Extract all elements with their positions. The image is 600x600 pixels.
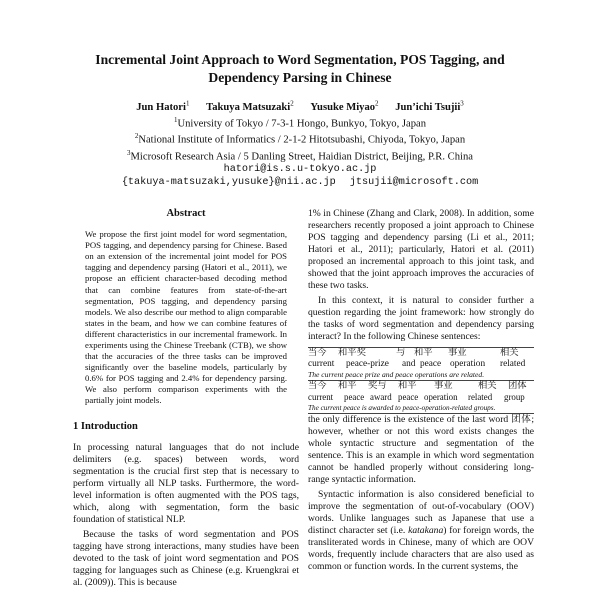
email-line-2: {takuya-matsuzaki,yusuke}@nii.ac.jp jtsujii@microsoft.com — [121, 177, 479, 189]
intro-paragraph-2: Because the tasks of word segmentation and POS tagging have strong interactions, many studies have been devoted to the task of joint word segmentation and POS tagging for languages such as Chinese (e.g. Kruengkrai et al. (2009)). This is because — [73, 528, 299, 589]
author-4: Jun’ichi Tsujii$^3$ — [395, 99, 464, 113]
affiliation-3: $^3$Microsoft Research Asia / 5 Danling Street, Haidian District, Beijing, P.R. China — [127, 148, 473, 163]
right-column — [308, 208, 534, 576]
left-column — [73, 208, 299, 592]
example-1-chars: 当今 和平奖 与 和平 事业 相关 — [308, 347, 519, 358]
author-2: Takuya Matsuzaki$^2$ — [206, 99, 294, 113]
example-1-caption: The current peace prize and peace operations are related. — [308, 369, 485, 379]
right-paragraph-3: the only difference is the existence of the last word 团体; however, whether or not this word exists changes the whole syntactic structure and segmentation of the sentence. This is an example in which word segmentation cannot be handled properly without considering long-range syntactic information. — [308, 413, 534, 485]
example-2-chars: 当今 和平 奖与 和平 事业 相关 团体 — [308, 380, 527, 391]
section-heading-introduction: 1 Introduction — [73, 420, 138, 432]
title-line-1: Incremental Joint Approach to Word Segmentation, POS Tagging, and — [95, 52, 505, 67]
author-names — [40, 97, 560, 114]
example-2-caption: The current peace is awarded to peace-operation-related groups. — [308, 403, 496, 412]
example-sentences — [308, 347, 534, 414]
title-line-2: Dependency Parsing in Chinese — [208, 70, 392, 85]
paper-title — [60, 51, 540, 87]
example-2-gloss: current peace award peace operation related group — [308, 391, 525, 402]
example-1-gloss: current peace-prize and peace operation related — [308, 358, 526, 369]
affiliation-2: $^2$National Institute of Informatics / 2-1-2 Hitotsubashi, Chiyoda, Tokyo, Japan — [134, 132, 466, 146]
email-line-1: hatori@is.s.u-tokyo.ac.jp — [223, 164, 377, 176]
affiliation-1: $^1$University of Tokyo / 7-3-1 Hongo, Bunkyo, Tokyo, Japan — [173, 115, 427, 130]
author-1: Jun Hatori$^1$ — [136, 99, 190, 113]
intro-paragraph-1: In processing natural languages that do not include delimiters (e.g. spaces) between words, word segmentation is the crucial first step that is necessary to perform virtually all NLP tasks. Furthermore, the word-level information is often augmented with the POS tags, which, along with segmentation, form the basic foundation of statistical NLP. — [73, 441, 299, 525]
right-paragraph-4: Syntactic information is also considered beneficial to improve the segmentation of out-of-vocabulary (OOV) words. Unlike languages such as Japanese that use a distinct character set (i.e. katakana) for foreign words, the transliterated words in Chinese, many of which are OOV words, frequently include characters that are also used as common or function words. In the current systems, the — [308, 488, 535, 573]
author-block — [40, 97, 560, 189]
right-paragraph-1: 1% in Chinese (Zhang and Clark, 2008). In addition, some researchers recently proposed a joint approach to Chinese POS tagging and dependency parsing (Li et al., 2011; Hatori et al., 2011); particularly, Hatori et al. (2011) proposed an incremental approach to this joint task, and showed that the joint approach improves the accuracies of these two tasks. — [308, 208, 534, 292]
right-paragraph-2: In this context, it is natural to consider further a question regarding the joint framework: how strongly do the tasks of word segmentation and dependency parsing interact? In the following Chinese sentences: — [308, 295, 534, 343]
abstract-text: We propose the first joint model for word segmentation, POS tagging, and dependency parsing for Chinese. Based on an extension of the incremental joint model for POS tagging and dependency parsing (Hatori et al., 2011), we propose an efficient character-based decoding method that can combine features from state-of-the-art segmentation, POS tagging, and dependency parsing models. We also describe our method to align comparable states in the beam, and how we can combine features of different characteristics in our incremental framework. In experiments using the Chinese Treebank (CTB), we show that the accuracies of the three tasks can be improved significantly over the baseline models, particularly by 0.6% for POS tagging and 2.4% for dependency parsing. We also perform comparison experiments with the partially joint models. — [85, 229, 287, 406]
author-3: Yusuke Miyao$^2$ — [310, 99, 379, 113]
abstract-heading: Abstract — [166, 208, 206, 219]
